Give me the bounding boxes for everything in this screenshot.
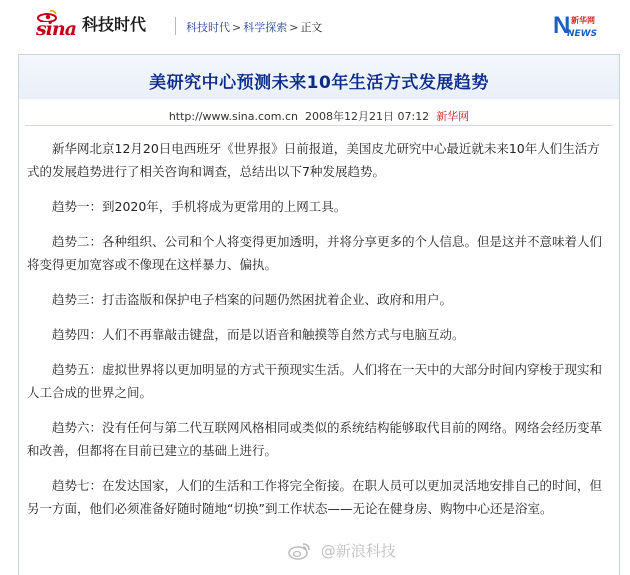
xinhua-logo-news: NEWS — [567, 29, 598, 39]
breadcrumb-separator: > — [289, 21, 299, 34]
article-paragraph: 趋势六：没有任何与第二代互联网风格相同或类似的系统结构能够取代目前的网络。网络会经历变革和改善，但都将在目前已建立的基础上进行。 — [27, 420, 603, 458]
watermark-text: @新浪科技 — [320, 542, 396, 560]
publish-datetime: 2008年12月21日 07:12 — [305, 110, 430, 123]
article-paragraph: 趋势五：虚拟世界将以更加明显的方式干预现实生活。人们将在一天中的大部分时间内穿梭于现实和人工合成的世界之间。 — [27, 362, 603, 400]
page-header — [0, 0, 630, 54]
source-url-link[interactable]: http://www.sina.com.cn — [168, 110, 298, 123]
title-band — [19, 55, 619, 99]
meta-divider — [25, 125, 613, 126]
article-meta — [19, 108, 619, 124]
article-source[interactable]: 新华网 — [436, 110, 470, 123]
article-body — [27, 137, 611, 532]
article-paragraph: 趋势七：在发达国家，人们的生活和工作将完全衔接。在职人员可以更加灵活地安排自己的时间，但另一方面，他们必须准备好随时随地“切换”到工作状态——无论在健身房、购物中心还是浴室。 — [27, 478, 603, 516]
article-paragraph: 趋势三：打击盗版和保护电子档案的问题仍然困扰着企业、政府和用户。 — [52, 292, 453, 307]
article-paragraph: 趋势一：到2020年，手机将成为更常用的上网工具。 — [52, 199, 347, 214]
sina-wordmark: sina — [36, 18, 77, 40]
breadcrumb-science[interactable]: 科学探索 — [243, 21, 288, 34]
weibo-icon — [288, 541, 312, 561]
article-title: 美研究中心预测未来10年生活方式发展趋势 — [149, 73, 489, 93]
breadcrumb-tech[interactable]: 科技时代 — [186, 21, 230, 34]
breadcrumb-separator: > — [232, 21, 242, 34]
xinhua-logo-mark: N — [553, 12, 571, 39]
header-divider — [175, 17, 176, 35]
article-paragraph: 趋势四：人们不再靠敲击键盘，而是以语音和触摸等自然方式与电脑互动。 — [52, 327, 465, 342]
xinhua-logo-label: 新华网 — [571, 16, 595, 25]
weibo-watermark — [288, 540, 396, 564]
article-paragraph: 新华网北京12月20日电西班牙《世界报》日前报道，美国皮尤研究中心最近就未来10年人们生活方式的发展趋势进行了相关咨询和调查，总结出以下7种发展趋势。 — [27, 141, 600, 179]
article-paragraph: 趋势二：各种组织、公司和个人将变得更加透明，并将分享更多的个人信息。但是这并不意味着人们将变得更加宽容或不像现在这样暴力、偏执。 — [27, 234, 603, 272]
breadcrumb-current: 正文 — [300, 21, 323, 34]
article-container — [18, 54, 620, 575]
xinhua-news-logo[interactable] — [553, 12, 598, 42]
section-name[interactable]: 科技时代 — [82, 15, 147, 34]
breadcrumb — [186, 19, 322, 35]
